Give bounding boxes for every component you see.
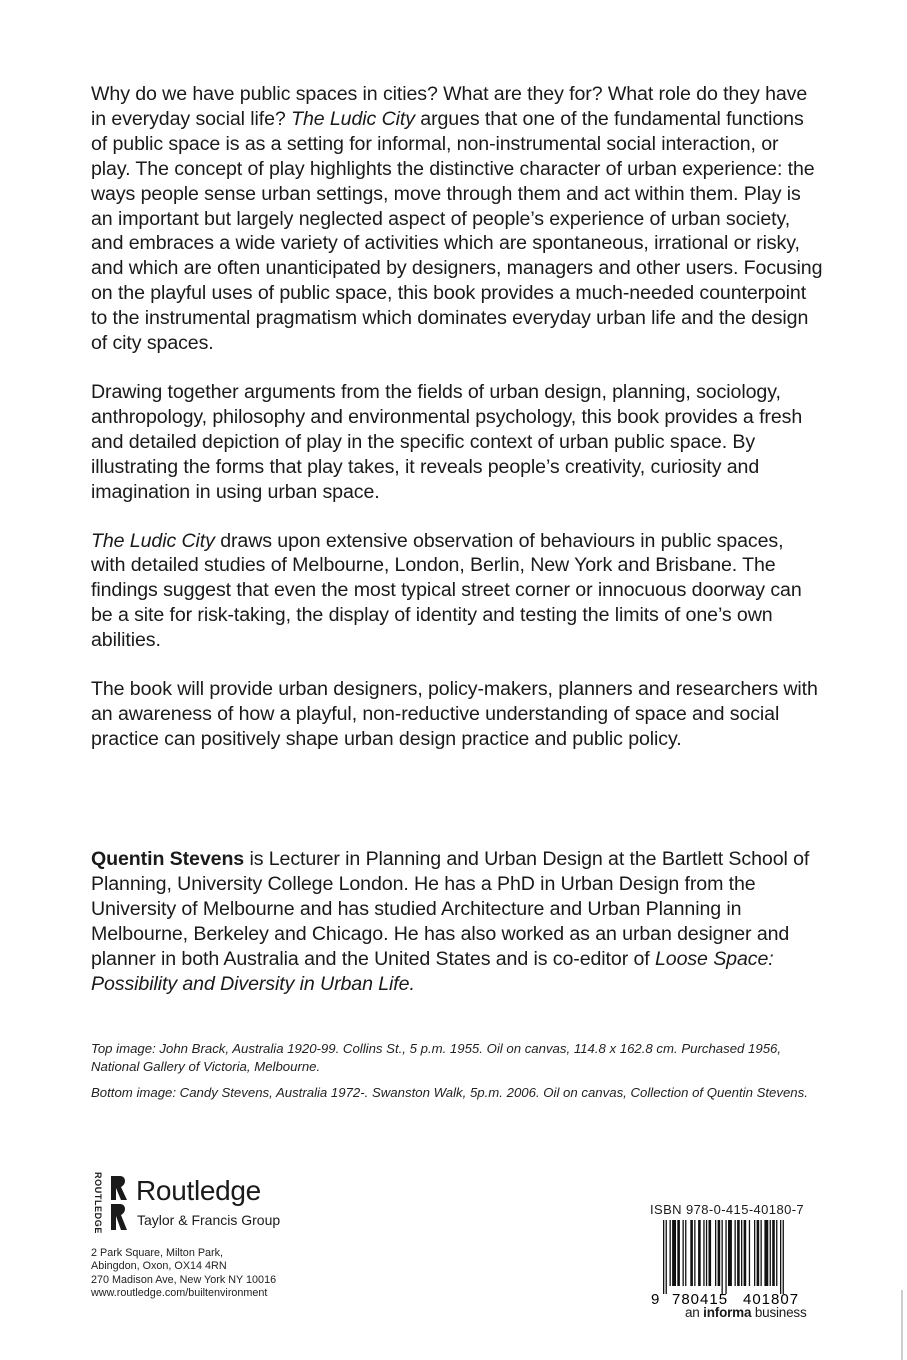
barcode-bar: [685, 1220, 686, 1286]
publisher-address: [91, 1247, 276, 1301]
credit-bottom-image: Bottom image: Candy Stevens, Australia 1972-. Swanston Walk, 5p.m. 2006. Oil on canvas, Collection of Quentin Stevens.: [91, 1085, 808, 1100]
barcode-bar: [761, 1220, 762, 1286]
barcode-bar: [694, 1220, 695, 1286]
barcode-digits-left: 780415: [672, 1291, 729, 1308]
barcode-bar: [715, 1220, 716, 1286]
barcode-bar: [776, 1220, 777, 1286]
barcode-bar: [741, 1220, 742, 1286]
barcode-bar: [677, 1220, 680, 1286]
informa-suffix: business: [751, 1305, 807, 1320]
informa-prefix: an: [685, 1305, 704, 1320]
barcode-bar: [728, 1220, 732, 1286]
author-bio-paragraph: [91, 847, 831, 996]
informa-brand: informa: [703, 1305, 752, 1320]
credit-top-image: Top image: John Brack, Australia 1920-99. Collins St., 5 p.m. 1955. Oil on canvas, 114.8 x 162.8 cm. Purchased 1956, National Gallery of Victoria, Melbourne.: [91, 1041, 782, 1074]
image-credits: [91, 1040, 831, 1110]
address-line: 270 Madison Ave, New York NY 10016: [91, 1273, 277, 1286]
barcode-bar: [683, 1220, 684, 1286]
blurb-p3-text: draws upon extensive observation of behaviours in public spaces, with detailed studies of Melbourne, London, Berlin, New York and Brisbane. The findings suggest that even the most typical street corner or innocuous doorway can be a site for risk-taking, the display of identity and testing the limits of one’s own abilities.: [91, 529, 802, 652]
page-edge-mark: [897, 1290, 907, 1360]
barcode-bar: [735, 1220, 736, 1286]
barcode-bar: [672, 1220, 676, 1286]
barcode-bar: [749, 1220, 750, 1286]
barcode-bar: [709, 1220, 712, 1286]
address-line: 2 Park Square, Milton Park,: [91, 1247, 224, 1259]
book-blurb: [91, 82, 823, 776]
barcode-bar: [703, 1220, 704, 1286]
barcode-bars: [663, 1220, 784, 1294]
logo-vertical-text: ROUTLEDGE: [93, 1172, 103, 1234]
barcode-digits-right: 401807: [743, 1291, 800, 1308]
barcode-bar: [780, 1220, 781, 1294]
barcode-bar: [737, 1220, 740, 1286]
logo-vertical-wordmark: [90, 1172, 106, 1234]
blurb-p1-text-a: Why do we have public spaces in cities? What are they for? What role do they have in everyday social life?: [91, 83, 808, 130]
blurb-paragraph-3: [91, 529, 823, 654]
barcode-bar: [770, 1220, 771, 1286]
author-coedited-book: Loose Space: Possibility and Diversity in Urban Life.: [91, 947, 774, 995]
barcode-bar: [718, 1220, 721, 1286]
blurb-p3-book-title: The Ludic City: [91, 529, 215, 552]
barcode-bar: [783, 1220, 784, 1294]
barcode-bar: [722, 1220, 723, 1294]
barcode-bar: [744, 1220, 747, 1286]
address-line: www.routledge.com/builtenvironment: [91, 1287, 268, 1300]
blurb-paragraph-2: Drawing together arguments from the fields of urban design, planning, sociology, anthropology, philosophy and environmental psychology, this book provides a fresh and detailed depiction of play in the specific context of urban public space. By illustrating the forms that play takes, it reveals people’s creativity, curiosity and imagination in using urban space.: [91, 380, 803, 503]
isbn-label: ISBN 978-0-415-40180-7: [650, 1202, 805, 1217]
routledge-r-mark-icon: [108, 1174, 128, 1232]
barcode-digit-first: 9: [651, 1291, 660, 1308]
blurb-paragraph-1: [91, 82, 823, 356]
barcode-bar: [666, 1220, 667, 1294]
barcode-bar: [764, 1220, 768, 1286]
barcode-bar: [754, 1220, 755, 1286]
isbn-barcode: [651, 1220, 816, 1308]
barcode-bar: [757, 1220, 760, 1286]
publisher-name: Routledge: [136, 1175, 261, 1206]
barcode-bar: [725, 1220, 726, 1294]
barcode-bar: [706, 1220, 707, 1286]
author-bio: [91, 847, 831, 996]
author-bio-text: is Lecturer in Planning and Urban Design at the Bartlett School of Planning, University College London. He has a PhD in Urban Design from the University of Melbourne and has studied Architecture and Urban Planning in Melbourne, Berkeley and Chicago. He has also worked as an urban designer and planner in both Australia and the United States and is co-editor of: [91, 848, 810, 970]
address-line: Abingdon, Oxon, OX14 4RN: [91, 1260, 227, 1273]
author-name: Quentin Stevens: [91, 848, 245, 870]
blurb-p1-book-title: The Ludic City: [291, 107, 415, 130]
barcode-bar: [772, 1220, 775, 1286]
informa-tagline: [685, 1305, 807, 1320]
barcode-bar: [663, 1220, 664, 1294]
barcode-bar: [698, 1220, 701, 1286]
barcode-bar: [670, 1220, 671, 1286]
publisher-group: Taylor & Francis Group: [137, 1212, 281, 1228]
blurb-p1-text-b: argues that one of the fundamental functions of public space is as a setting for informal, non-instrumental social interaction, or play. The concept of play highlights the distinctive character of urban experience: the ways people sense urban settings, move through them and act within them. Play is an important but largely neglected aspect of people’s experience of urban society, and embraces a wide variety of activities which are spontaneous, irrational or risky, and which are often unanticipated by designers, managers and other users. Focusing on the playful uses of public space, this book provides a much-needed counterpoint to the instrumental pragmatism which dominates everyday urban life and the design of city spaces.: [91, 107, 823, 355]
routledge-logo: [90, 1172, 320, 1234]
blurb-paragraph-4: The book will provide urban designers, policy-makers, planners and researchers with an awareness of how a playful, non-reductive understanding of space and social practice can positively shape urban design practice and public policy.: [91, 678, 818, 750]
barcode-bar: [690, 1220, 693, 1286]
